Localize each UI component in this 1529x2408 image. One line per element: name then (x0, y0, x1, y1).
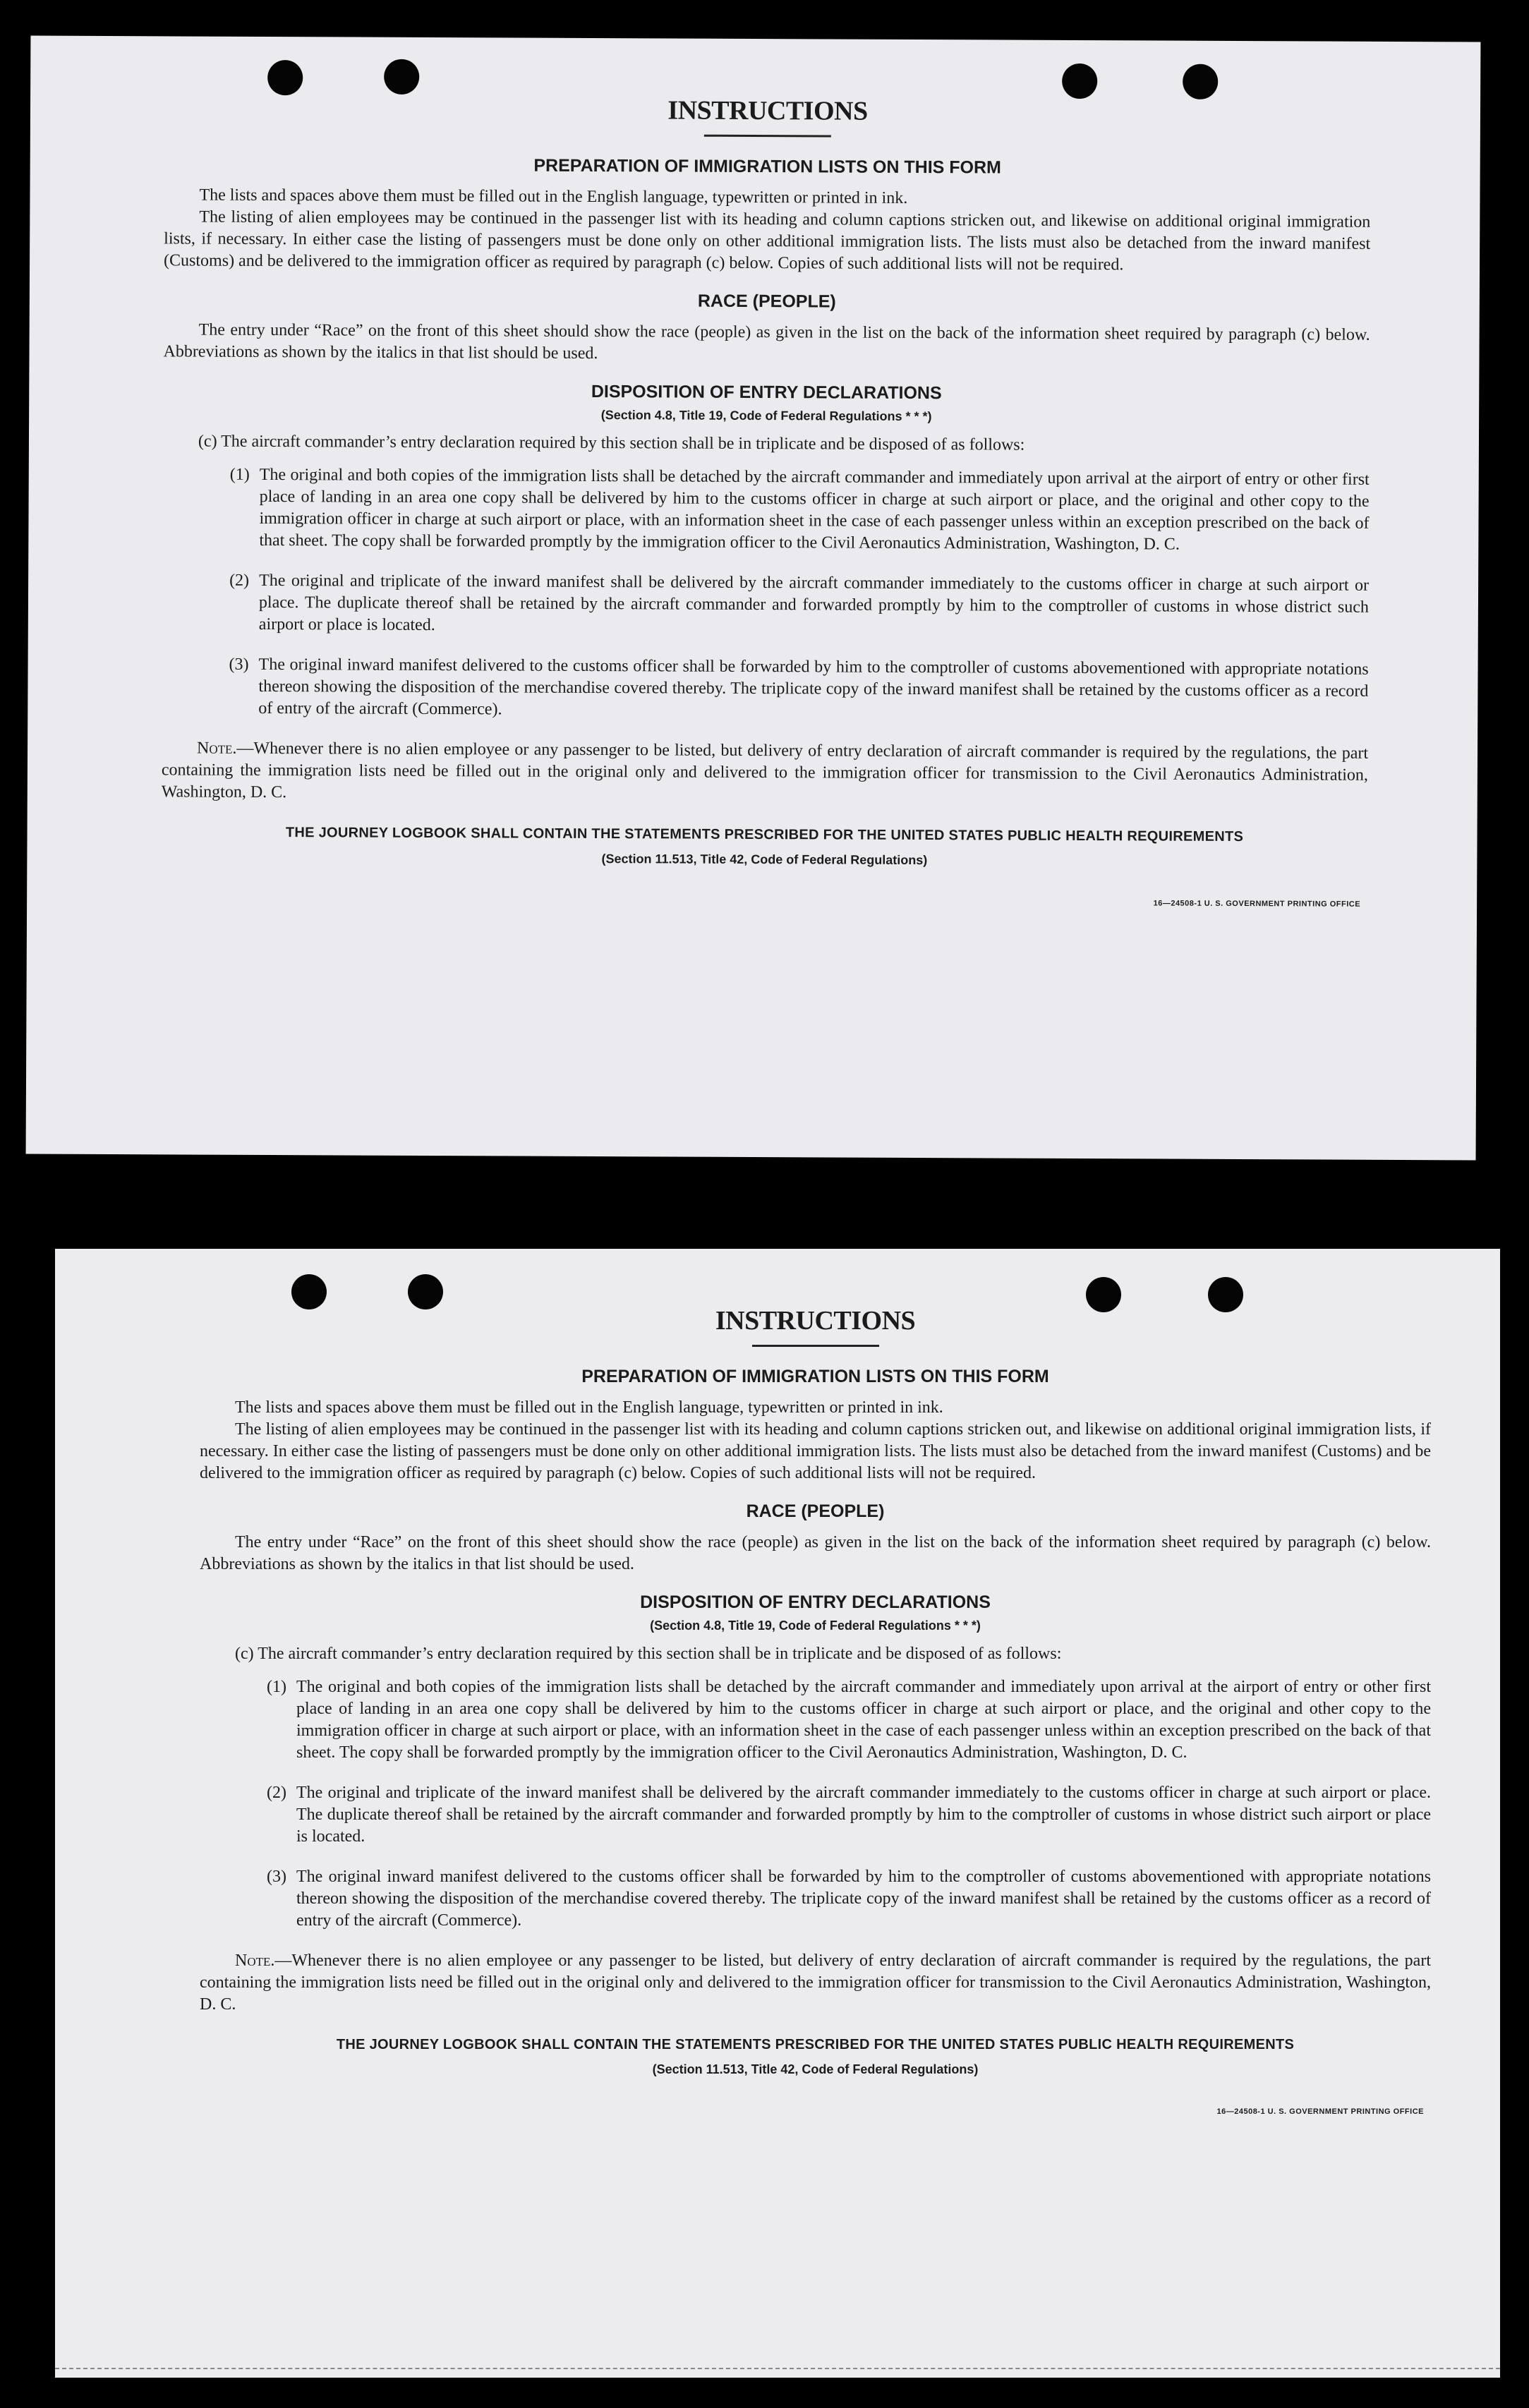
item-text: The original and triplicate of the inward manifest shall be delivered by the aircraft commander immediately to the customs officer in charge at such airport or place. The duplicate thereof shall be retained by the aircraft commander and forwarded promptly by him to the comptroller of customs in whose district such airport or place is located. (258, 571, 1370, 635)
note-paragraph (200, 1950, 1431, 2016)
instructions-content (161, 92, 1371, 908)
health-requirements: THE JOURNEY LOGBOOK SHALL CONTAIN THE STATEMENTS PRESCRIBED FOR THE UNITED STATES PUBLIC HEALTH REQUIREMENTS (285, 825, 1244, 845)
disposition-item-3 (229, 654, 1368, 725)
item-text: The original and both copies of the immigration lists shall be detached by the aircraft commander and immediately upon arrival at the airport of entry or other first place of landing in an area one copy shall be delivered by him to the customs officer in charge at such airport or place, and the original and other copy to the immigration officer in charge at such airport or place, with an information sheet in the case of each passenger unless within an exception prescribed on the back of that sheet. The copy shall be forwarded promptly by the immigration officer to the Civil Aeronautics Administration, Washington, D. C. (259, 465, 1370, 554)
note-text: —Whenever there is no alien employee or any passenger to be listed, but delivery of entry declaration of aircraft commander is required by the regulations, the part containing the immigration lists need be filled out in the original only and delivered to the immigration officer for transmission to the Civil Aeronautics Administration, Washington, D. C. (161, 739, 1369, 802)
item-number: (1) (267, 1678, 286, 1696)
preparation-heading: PREPARATION OF IMMIGRATION LISTS ON THIS FORM (581, 1367, 1049, 1386)
disposition-heading: DISPOSITION OF ENTRY DECLARATIONS (591, 381, 942, 404)
form-sheet-bottom (55, 1249, 1500, 2378)
perforation-line (55, 2368, 1500, 2369)
note-label: Note. (197, 739, 237, 758)
instructions-title: INSTRUCTIONS (715, 1306, 916, 1336)
item-number: (1) (229, 465, 250, 484)
item-number: (2) (229, 571, 250, 590)
note-label: Note. (235, 1952, 275, 1970)
preparation-paragraph-1: The lists and spaces above them must be filled out in the English language, typewritten or printed in ink. (199, 186, 908, 207)
health-citation: (Section 11.513, Title 42, Code of Federal Regulations) (652, 2062, 979, 2076)
note-text: —Whenever there is no alien employee or any passenger to be listed, but delivery of entry declaration of aircraft commander is required by the regulations, the part containing the immigration lists need be filled out in the original only and delivered to the immigration officer for transmission to the Civil Aeronautics Administration, Washington, D. C. (200, 1952, 1431, 2014)
punch-hole (408, 1274, 443, 1309)
disposition-citation: (Section 4.8, Title 19, Code of Federal Regulations * * *) (650, 1619, 981, 1633)
punch-hole (291, 1274, 327, 1309)
instructions-content (200, 1305, 1431, 2116)
health-citation: (Section 11.513, Title 42, Code of Federal Regulations) (601, 852, 928, 868)
item-number: (2) (267, 1784, 286, 1802)
item-number: (3) (229, 655, 249, 674)
disposition-item-3 (267, 1866, 1431, 1932)
disposition-item-2 (267, 1782, 1431, 1848)
instructions-title: INSTRUCTIONS (667, 95, 868, 126)
punch-hole (267, 60, 303, 95)
disposition-item-2 (229, 570, 1369, 641)
title-underline (752, 1345, 879, 1347)
preparation-paragraph-2: The listing of alien employees may be continued in the passenger list with its heading and column captions stricken out, and likewise on additional original immigration lists, if necessary. In either case the listing of passengers must be done only on other additional immigration lists. The lists must also be detached from the inward manifest (Customs) and be delivered to the immigration officer as required by paragraph (c) below. Copies of such additional lists will not be required. (200, 1420, 1431, 1482)
disposition-item-1 (229, 464, 1370, 557)
item-number: (3) (267, 1868, 286, 1886)
preparation-heading: PREPARATION OF IMMIGRATION LISTS ON THIS FORM (533, 155, 1001, 178)
punch-hole (384, 59, 419, 95)
item-text: The original inward manifest delivered to the customs officer shall be forwarded by him to the comptroller of customs abovementioned with appropriate notations thereon showing the disposition of the merchandise covered thereby. The triplicate copy of the inward manifest shall be retained by the customs officer as a record of entry of the aircraft (Commerce). (296, 1868, 1431, 1930)
race-paragraph: The entry under “Race” on the front of this sheet should show the race (people) as given in the list on the back of the information sheet required by paragraph (c) below. Abbreviations as shown by the italics in that list should be used. (163, 320, 1370, 363)
note-paragraph (162, 737, 1368, 808)
item-text: The original and triplicate of the inward manifest shall be delivered by the aircraft commander immediately to the customs officer in charge at such airport or place. The duplicate thereof shall be retained by the aircraft commander and forwarded promptly by him to the comptroller of customs in whose district such airport or place is located. (296, 1784, 1431, 1846)
item-text: The original inward manifest delivered to the customs officer shall be forwarded by him to the comptroller of customs abovementioned with appropriate notations thereon showing the disposition of the merchandise covered thereby. The triplicate copy of the inward manifest shall be retained by the customs officer as a record of entry of the aircraft (Commerce). (258, 655, 1369, 719)
form-sheet-top (26, 36, 1481, 1161)
title-underline (704, 135, 831, 138)
printer-imprint: 16—24508-1 U. S. GOVERNMENT PRINTING OFFICE (1216, 2107, 1424, 2116)
disposition-clause-c: (c) The aircraft commander’s entry declaration required by this section shall be in triplicate and be disposed of as follows: (198, 432, 1025, 454)
item-text: The original and both copies of the immigration lists shall be detached by the aircraft commander and immediately upon arrival at the airport of entry or other first place of landing in an area one copy shall be delivered by him to the customs officer in charge at such airport or place, and the original and other copy to the immigration officer in charge at such airport or place, with an information sheet in the case of each passenger unless within an exception prescribed on the back of that sheet. The copy shall be forwarded promptly by the immigration officer to the Civil Aeronautics Administration, Washington, D. C. (296, 1678, 1431, 1762)
preparation-paragraph-2: The listing of alien employees may be continued in the passenger list with its heading and column captions stricken out, and likewise on additional original immigration lists, if necessary. In either case the listing of passengers must be done only on other additional immigration lists. The lists must also be detached from the inward manifest (Customs) and be delivered to the immigration officer as required by paragraph (c) below. Copies of such additional lists will not be required. (164, 207, 1371, 274)
health-requirements: THE JOURNEY LOGBOOK SHALL CONTAIN THE STATEMENTS PRESCRIBED FOR THE UNITED STATES PUBLIC HEALTH REQUIREMENTS (336, 2037, 1295, 2052)
disposition-item-1 (267, 1676, 1431, 1764)
punch-hole (1062, 63, 1097, 99)
punch-hole (1183, 64, 1218, 99)
preparation-paragraph-1: The lists and spaces above them must be filled out in the English language, typewritten or printed in ink. (235, 1398, 943, 1417)
disposition-clause-c: (c) The aircraft commander’s entry declaration required by this section shall be in triplicate and be disposed of as follows: (235, 1645, 1062, 1663)
race-heading: RACE (PEOPLE) (746, 1501, 885, 1521)
printer-imprint: 16—24508-1 U. S. GOVERNMENT PRINTING OFFICE (1153, 899, 1361, 909)
race-heading: RACE (PEOPLE) (697, 291, 836, 312)
race-paragraph: The entry under “Race” on the front of this sheet should show the race (people) as given in the list on the back of the information sheet required by paragraph (c) below. Abbreviations as shown by the italics in that list should be used. (200, 1533, 1431, 1573)
disposition-heading: DISPOSITION OF ENTRY DECLARATIONS (640, 1592, 991, 1612)
disposition-citation: (Section 4.8, Title 19, Code of Federal Regulations * * *) (600, 408, 932, 424)
